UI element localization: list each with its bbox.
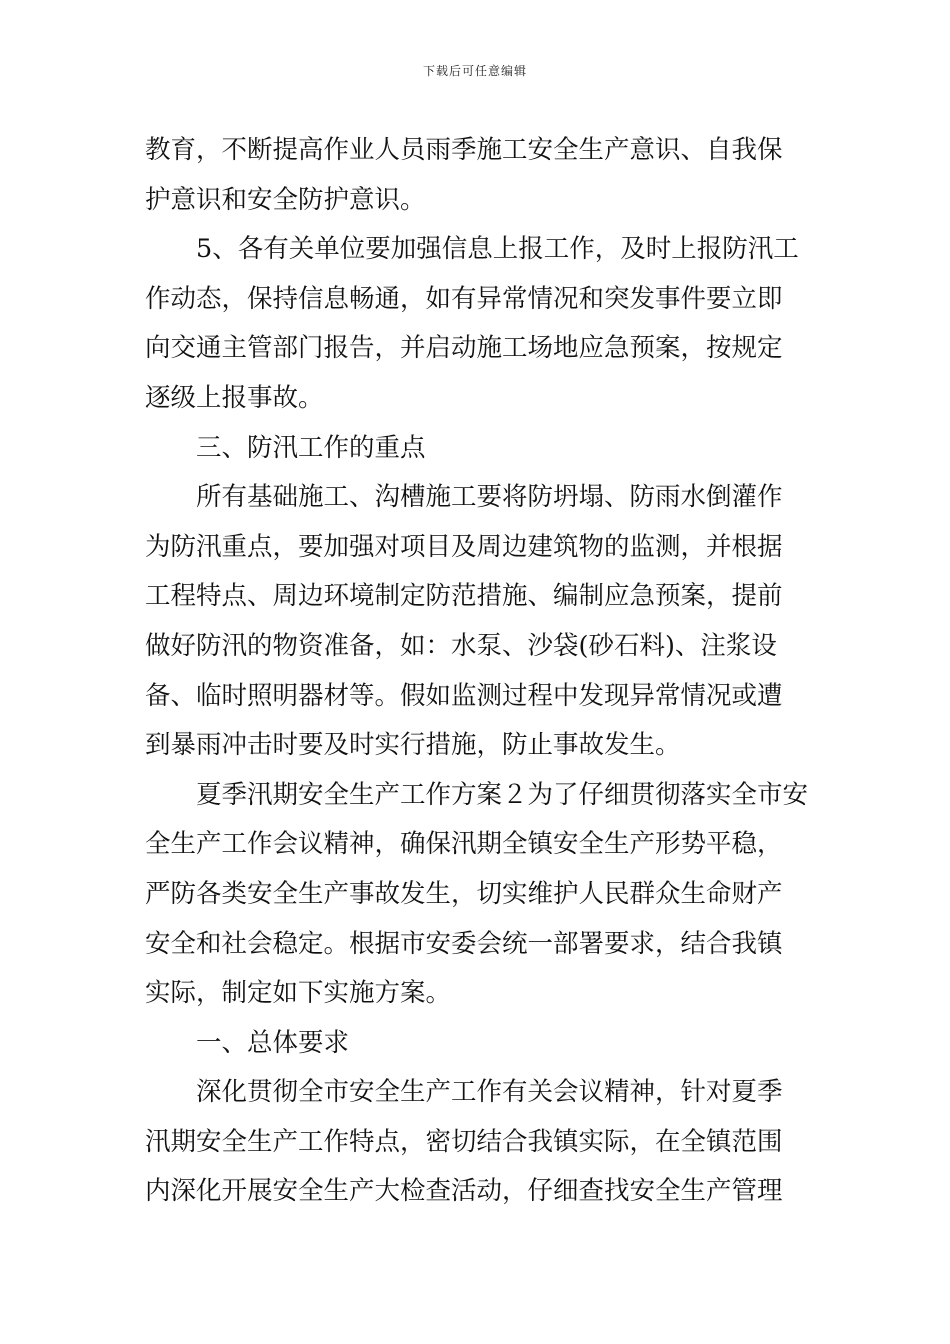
- paragraph-start: 5、各有关单位要加强信息上报工作，及时上报防汛工: [196, 234, 799, 265]
- text-line: 备、临时照明器材等。假如监测过程中发现异常情况或遭: [145, 680, 783, 711]
- text-line: 严防各类安全生产事故发生，切实维护人民群众生命财产: [145, 878, 783, 909]
- section-heading: 一、总体要求: [196, 1027, 350, 1058]
- text-line: 向交通主管部门报告，并启动施工场地应急预案，按规定: [145, 333, 783, 364]
- paragraph-start: 所有基础施工、沟槽施工要将防坍塌、防雨水倒灌作: [196, 482, 783, 513]
- page-header: 下载后可任意编辑: [422, 64, 527, 78]
- text-line: 护意识和安全防护意识。: [145, 184, 426, 215]
- paragraph-start: 夏季汛期安全生产工作方案２为了仔细贯彻落实全市安: [196, 779, 809, 810]
- text-line: 实际，制定如下实施方案。: [145, 978, 452, 1009]
- text-line: 工程特点、周边环境制定防范措施、编制应急预案，提前: [145, 581, 783, 612]
- text-line: 做好防汛的物资准备，如：水泵、沙袋(砂石料)、注浆设: [145, 630, 777, 661]
- text-line: 安全和社会稳定。根据市安委会统一部署要求，结合我镇: [145, 928, 783, 959]
- document-body: [145, 126, 813, 1217]
- text-line: 全生产工作会议精神，确保汛期全镇安全生产形势平稳，: [145, 829, 783, 860]
- text-line: 到暴雨冲击时要及时实行措施，防止事故发生。: [145, 730, 681, 761]
- section-heading: 三、防汛工作的重点: [196, 432, 426, 463]
- text-line: 逐级上报事故。: [145, 382, 324, 413]
- text-line: 作动态，保持信息畅通，如有异常情况和突发事件要立即: [145, 283, 783, 314]
- text-line: 教育，不断提高作业人员雨季施工安全生产意识、自我保: [145, 135, 783, 165]
- text-line: 内深化开展安全生产大检查活动，仔细查找安全生产管理: [145, 1176, 783, 1207]
- text-line: 汛期安全生产工作特点，密切结合我镇实际，在全镇范围: [145, 1126, 783, 1157]
- text-line: 为防汛重点，要加强对项目及周边建筑物的监测，并根据: [145, 531, 783, 562]
- paragraph-start: 深化贯彻全市安全生产工作有关会议精神，针对夏季: [196, 1077, 783, 1108]
